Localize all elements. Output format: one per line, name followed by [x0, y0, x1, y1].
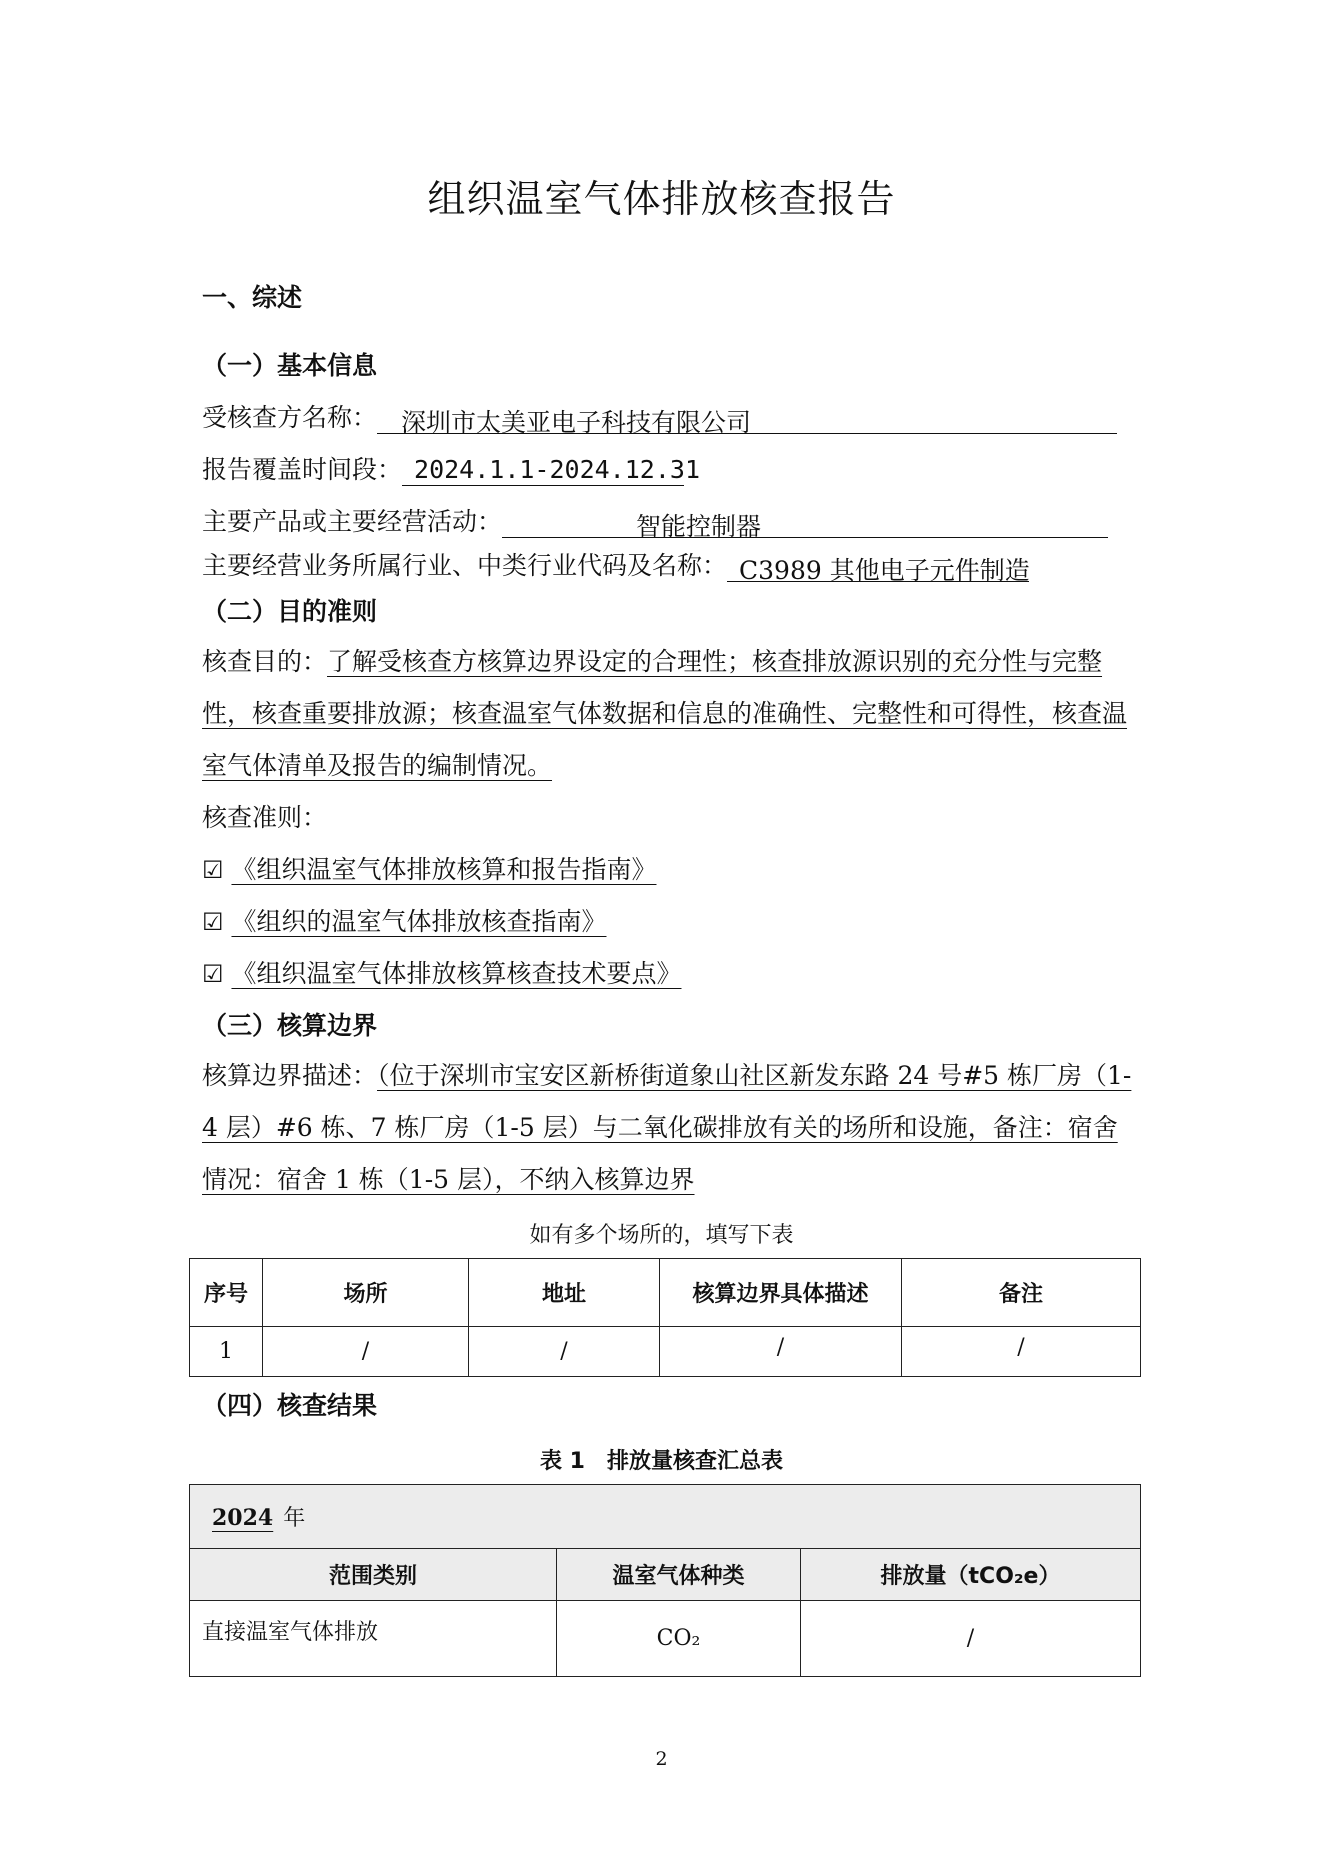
- table-header-cell: 核算边界具体描述: [660, 1259, 902, 1327]
- criteria-label: 核查准则：: [202, 803, 328, 832]
- company-line: [202, 398, 1117, 437]
- criteria-item: [202, 902, 606, 938]
- table-header-cell: 排放量（tCO₂e）: [801, 1549, 1141, 1601]
- table-header-cell: 序号: [190, 1259, 263, 1327]
- goal-value: 了解受核查方核算边界设定的合理性；核查排放源识别的充分性与完整性，核查重要排放源；核查温室气体数据和信息的准确性、完整性和可得性，核查温室气体清单及报告的编制情况。: [202, 647, 1128, 780]
- criteria-text: 《组织的温室气体排放核查指南》: [231, 907, 607, 936]
- criteria-text: 《组织温室气体排放核算核查技术要点》: [231, 959, 682, 988]
- table-header-cell: 范围类别: [190, 1549, 557, 1601]
- basic-info-heading: （一）基本信息: [202, 351, 378, 380]
- criteria-text: 《组织温室气体排放核算和报告指南》: [231, 855, 657, 884]
- industry-value: C3989 其他电子元件制造: [739, 556, 1030, 585]
- table-cell: 1: [190, 1327, 263, 1377]
- year-suffix: 年: [283, 1506, 306, 1531]
- goal-label: 核查目的：: [202, 647, 328, 676]
- table-cell: /: [902, 1327, 1141, 1377]
- industry-label: 主要经营业务所属行业、中类行业代码及名称：: [202, 551, 728, 580]
- period-line: [202, 450, 700, 486]
- table-header-cell: 场所: [263, 1259, 469, 1327]
- table-cell: CO₂: [557, 1601, 801, 1677]
- table-header-row: [190, 1259, 1141, 1327]
- checkbox-checked-icon: ☑: [202, 908, 224, 936]
- criteria-item: [202, 850, 656, 886]
- table-header-cell: 温室气体种类: [557, 1549, 801, 1601]
- product-value: 智能控制器: [636, 512, 762, 541]
- product-line: [202, 502, 1108, 541]
- table-cell: /: [469, 1327, 660, 1377]
- period-field: [402, 455, 700, 486]
- boundary-paragraph: [202, 1050, 1132, 1206]
- year-value: 2024: [212, 1505, 274, 1531]
- company-label: 受核查方名称：: [202, 403, 378, 432]
- table-cell: 直接温室气体排放: [190, 1601, 557, 1677]
- goal-paragraph: [202, 636, 1132, 792]
- product-field: [502, 507, 1108, 541]
- industry-line: [202, 546, 1030, 585]
- boundary-label: 核算边界描述：: [202, 1061, 378, 1090]
- checkbox-checked-icon: ☑: [202, 960, 224, 988]
- table-year-row: [190, 1485, 1141, 1549]
- table-cell: /: [660, 1327, 902, 1377]
- table-cell: [190, 1485, 1141, 1549]
- results-heading: （四）核查结果: [202, 1391, 378, 1420]
- table-header-row: [190, 1549, 1141, 1601]
- purpose-heading: （二）目的准则: [202, 597, 378, 626]
- summary-table: [189, 1484, 1141, 1677]
- boundary-value: （位于深圳市宝安区新桥街道象山社区新发东路 24 号#5 栋厂房（1-4 层）#6 栋、7 栋厂房（1-5 层）与二氧化碳排放有关的场所和设施，备注：宿舍情况：宿舍 1 栋（1-5 层），不纳入核算边界: [202, 1061, 1132, 1194]
- company-value: 深圳市太美亚电子科技有限公司: [401, 408, 752, 437]
- boundary-heading: （三）核算边界: [202, 1011, 378, 1040]
- checkbox-checked-icon: ☑: [202, 856, 224, 884]
- page-number: 2: [655, 1748, 668, 1770]
- company-field: [377, 403, 1117, 437]
- period-label: 报告覆盖时间段：: [202, 455, 403, 484]
- summary-table-caption: 表 1 排放量核查汇总表: [540, 1449, 783, 1474]
- period-value: 2024.1.1-2024.12.31: [414, 455, 700, 484]
- table-row: [190, 1601, 1141, 1677]
- sites-table-caption: 如有多个场所的，填写下表: [529, 1223, 794, 1248]
- product-label: 主要产品或主要经营活动：: [202, 507, 503, 536]
- table-row: [190, 1327, 1141, 1377]
- table-header-cell: 备注: [902, 1259, 1141, 1327]
- section-overview-heading: 一、综述: [202, 283, 303, 312]
- table-cell: /: [801, 1601, 1141, 1677]
- sites-table: [189, 1258, 1141, 1377]
- industry-field: [727, 551, 1030, 585]
- table-cell: /: [263, 1327, 469, 1377]
- table-header-cell: 地址: [469, 1259, 660, 1327]
- criteria-item: [202, 954, 681, 990]
- report-title: 组织温室气体排放核查报告: [427, 177, 896, 221]
